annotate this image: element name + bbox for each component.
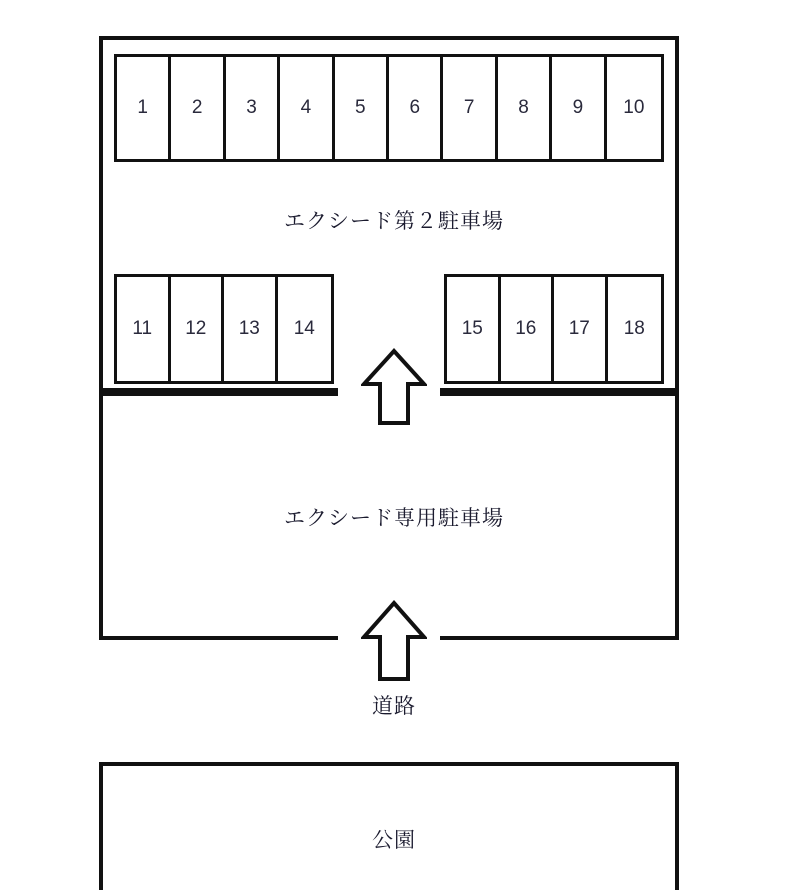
- up-arrow-icon: [361, 348, 427, 426]
- stall: 1: [117, 57, 171, 159]
- stall: 7: [443, 57, 497, 159]
- stall: 5: [335, 57, 389, 159]
- upper-lot-label: エクシード第２駐車場: [284, 210, 504, 233]
- stall: 11: [117, 277, 171, 381]
- stall: 2: [171, 57, 225, 159]
- stall: 4: [280, 57, 334, 159]
- stall: 10: [607, 57, 661, 159]
- stall: 13: [224, 277, 278, 381]
- stall: 12: [171, 277, 225, 381]
- stall: 17: [554, 277, 608, 381]
- upper-lot-top-stall-row: [114, 54, 664, 162]
- stall: 16: [501, 277, 555, 381]
- stall: 9: [552, 57, 606, 159]
- stall: 15: [447, 277, 501, 381]
- stall: 6: [389, 57, 443, 159]
- upper-lot-left-stall-row: [114, 274, 334, 384]
- road-label: 道路: [372, 695, 416, 718]
- upper-lot-right-stall-row: [444, 274, 664, 384]
- lower-lot-label: エクシード専用駐車場: [284, 507, 504, 530]
- up-arrow-icon: [361, 600, 427, 682]
- stall: 14: [278, 277, 331, 381]
- stall: 3: [226, 57, 280, 159]
- stall: 8: [498, 57, 552, 159]
- park-label: 公園: [372, 829, 416, 852]
- stall: 18: [608, 277, 661, 381]
